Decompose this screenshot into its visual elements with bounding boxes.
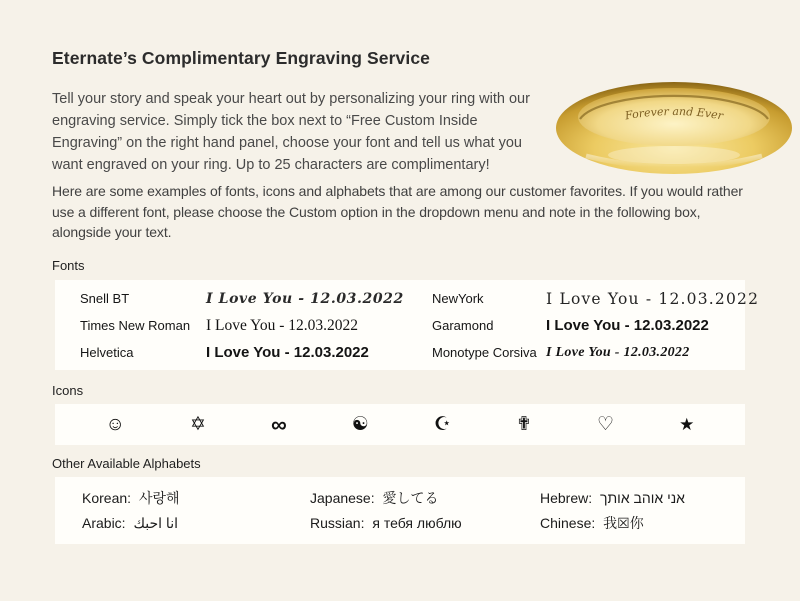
font-name: NewYork <box>432 291 484 306</box>
alphabet-chinese <box>540 513 745 533</box>
font-sample: I Love You - 12.03.2022 <box>206 290 404 307</box>
font-sample: I Love You - 12.03.2022 <box>206 344 369 361</box>
icons-panel <box>55 404 745 445</box>
font-sample: I Love You - 12.03.2022 <box>546 289 760 308</box>
alphabets-panel <box>55 477 745 544</box>
infinity-icon: ∞ <box>271 411 287 437</box>
alphabet-sample-text: 愛してる <box>382 489 439 506</box>
alphabet-language-label: Korean: <box>82 489 132 506</box>
gold-ring-image <box>550 72 798 178</box>
alphabet-japanese <box>310 488 540 508</box>
alphabet-korean <box>82 488 310 508</box>
font-row-monotype-corsiva <box>432 339 759 366</box>
star-and-crescent-icon: ☪ <box>433 414 451 435</box>
smiley-icon: ☺ <box>105 414 125 435</box>
heart-icon: ♡ <box>597 414 615 435</box>
alphabet-language-label: Russian: <box>310 515 365 532</box>
fonts-column-right <box>432 285 759 366</box>
alphabet-sample-text: انا احبك <box>133 514 178 531</box>
alphabet-russian <box>310 515 540 531</box>
font-name: Garamond <box>432 318 494 333</box>
fonts-column-left <box>80 285 432 366</box>
intro-paragraph: Tell your story and speak your heart out by personalizing your ring with our engraving service. Simply tick the box next to “Free Custom Inside Engraving” on the right hand panel, choose your font and tell us what you want engraved on your ring. Up to 25 characters are complimentary! <box>52 91 530 173</box>
font-sample: I Love You - 12.03.2022 <box>546 317 709 334</box>
alphabet-hebrew <box>540 490 745 506</box>
icons-section-label: Icons <box>52 383 84 398</box>
fonts-section-label: Fonts <box>52 258 85 273</box>
yin-yang-icon: ☯ <box>351 414 369 435</box>
star-icon: ★ <box>679 415 695 434</box>
fonts-panel <box>55 280 760 370</box>
font-row-newyork <box>432 285 759 312</box>
alphabet-language-label: Hebrew: <box>540 489 593 506</box>
font-row-garamond <box>432 312 759 339</box>
alphabet-sample-text: אני אוהב אותך <box>600 489 685 506</box>
font-name: Monotype Corsiva <box>432 345 537 360</box>
star-of-david-icon: ✡ <box>190 414 206 435</box>
alphabet-language-label: Japanese: <box>310 489 375 506</box>
ring-engraving-text: Forever and Ever <box>623 104 725 123</box>
font-row-snell-bt <box>80 285 432 312</box>
cross-icon: ✟ <box>516 414 532 435</box>
font-row-helvetica <box>80 339 432 366</box>
font-name: Times New Roman <box>80 318 191 333</box>
font-sample: I Love You - 12.03.2022 <box>546 344 690 360</box>
alphabet-language-label: Arabic: <box>82 514 126 531</box>
alphabet-sample-text: 사랑해 <box>138 489 180 506</box>
alphabet-sample-text: я тебя люблю <box>372 515 462 532</box>
font-row-times-new-roman <box>80 312 432 339</box>
alphabets-section-label: Other Available Alphabets <box>52 456 201 471</box>
alphabet-arabic <box>82 515 310 532</box>
alphabet-language-label: Chinese: <box>540 515 596 532</box>
examples-note: Here are some examples of fonts, icons and alphabets that are among our customer favorites. If you would rather use a different font, please choose the Custom option in the dropdown menu and note in the following box, alongside your text. <box>52 183 743 240</box>
font-sample: I Love You - 12.03.2022 <box>206 316 358 334</box>
gold-ring-graphic <box>550 72 798 178</box>
font-name: Helvetica <box>80 345 134 360</box>
font-name: Snell BT <box>80 291 130 306</box>
page-title: Eternate’s Complimentary Engraving Service <box>52 48 430 68</box>
alphabet-sample-text: 我☒你 <box>603 515 644 532</box>
